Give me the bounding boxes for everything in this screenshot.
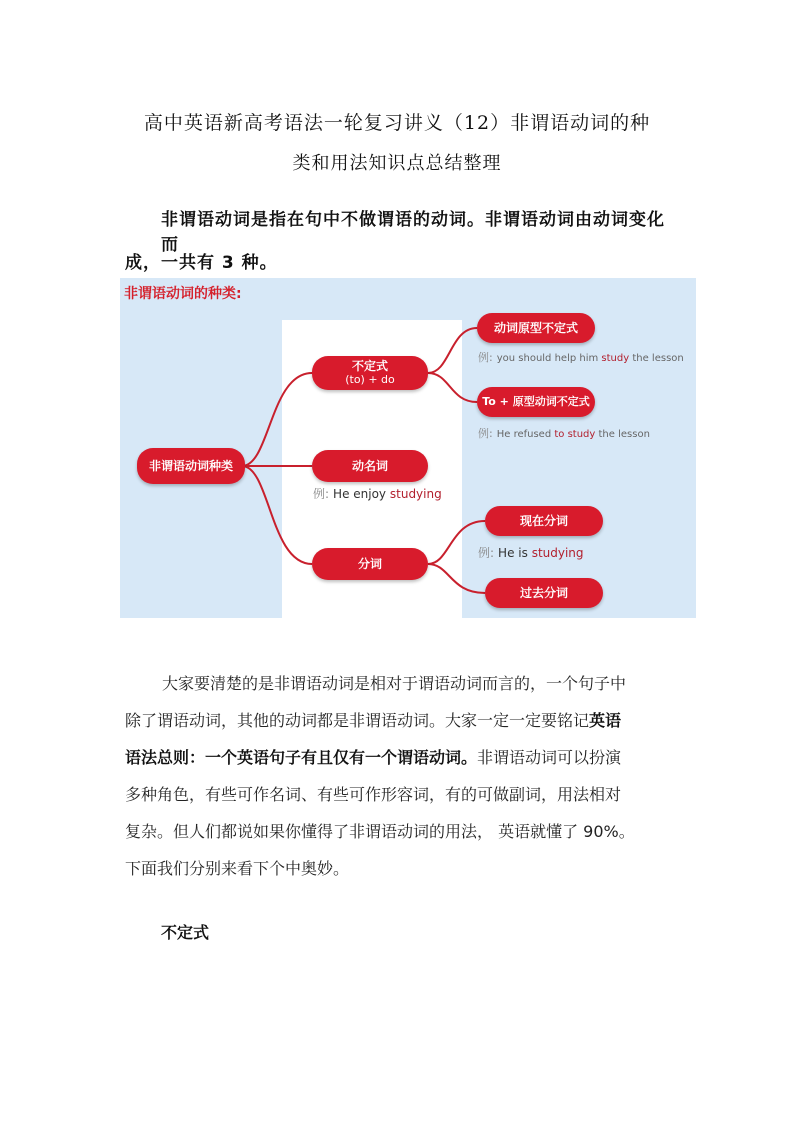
- node-bare-infinitive: 动词原型不定式: [477, 313, 595, 343]
- paragraph-line: 下面我们分别来看下个中奥妙。: [125, 859, 350, 878]
- paragraph-bold: 英语: [589, 711, 622, 730]
- intro-line2: 成，一共有 3 种。: [125, 253, 278, 273]
- paragraph-line: 大家要清楚的是非谓语动词是相对于谓语动词而言的，一个句子中: [162, 674, 627, 693]
- example-highlight: studying: [389, 487, 442, 501]
- paragraph-bold: 语法总则：一个英语句子有且仅有一个谓语动词。: [125, 748, 478, 767]
- node-to-infinitive: To + 原型动词不定式: [477, 387, 595, 417]
- example-label: 例:: [478, 351, 493, 364]
- example-label: 例:: [313, 487, 330, 501]
- node-infinitive: [312, 356, 428, 390]
- paragraph-text: 非谓语动词可以扮演: [477, 748, 622, 767]
- example-to-infinitive: [478, 425, 650, 441]
- example-highlight: studying: [531, 546, 584, 560]
- node-infinitive-label: 不定式: [351, 359, 388, 373]
- example-gerund: [313, 485, 442, 502]
- example-present-participle: [478, 544, 584, 561]
- example-label: 例:: [478, 427, 493, 440]
- node-past-participle: 过去分词: [485, 578, 603, 608]
- intro-line1: 非谓语动词是指在句中不做谓语的动词。非谓语动词由动词变化而: [161, 210, 665, 255]
- example-text-after: the lesson: [632, 353, 684, 364]
- paragraph-line: 复杂。但人们都说如果你懂得了非谓语动词的用法， 英语就懂了 90%。: [125, 822, 635, 841]
- body-paragraph: [125, 665, 670, 887]
- example-highlight: to study: [554, 429, 596, 440]
- section-heading: 不定式: [161, 923, 210, 942]
- node-present-participle: 现在分词: [485, 506, 603, 536]
- node-participle: 分词: [312, 548, 428, 580]
- example-bare-infinitive: [478, 349, 684, 365]
- figure-title: 非谓语动词的种类:: [124, 286, 242, 302]
- paragraph-text: 除了谓语动词，其他的动词都是非谓语动词。大家一定一定要铭记: [125, 711, 590, 730]
- node-infinitive-sub: (to) + do: [345, 373, 395, 386]
- paragraph-line: 多种角色，有些可作名词、有些可作形容词，有的可做副词，用法相对: [125, 785, 622, 804]
- example-text-before: He is: [498, 546, 528, 560]
- example-text-before: He refused: [496, 429, 552, 440]
- paragraph-line: [125, 739, 670, 776]
- doc-title-line1: 高中英语新高考语法一轮复习讲义（12）非谓语动词的种: [143, 112, 651, 134]
- node-gerund: 动名词: [312, 450, 428, 482]
- paragraph-line: [125, 702, 670, 739]
- example-text-before: He enjoy: [333, 487, 387, 501]
- doc-title-line2: 类和用法知识点总结整理: [292, 153, 502, 174]
- mind-map-figure: [120, 278, 696, 618]
- example-text-before: you should help him: [496, 353, 599, 364]
- example-label: 例:: [478, 546, 495, 560]
- example-text-after: the lesson: [598, 429, 650, 440]
- example-highlight: study: [601, 353, 630, 364]
- node-root: 非谓语动词种类: [137, 448, 245, 484]
